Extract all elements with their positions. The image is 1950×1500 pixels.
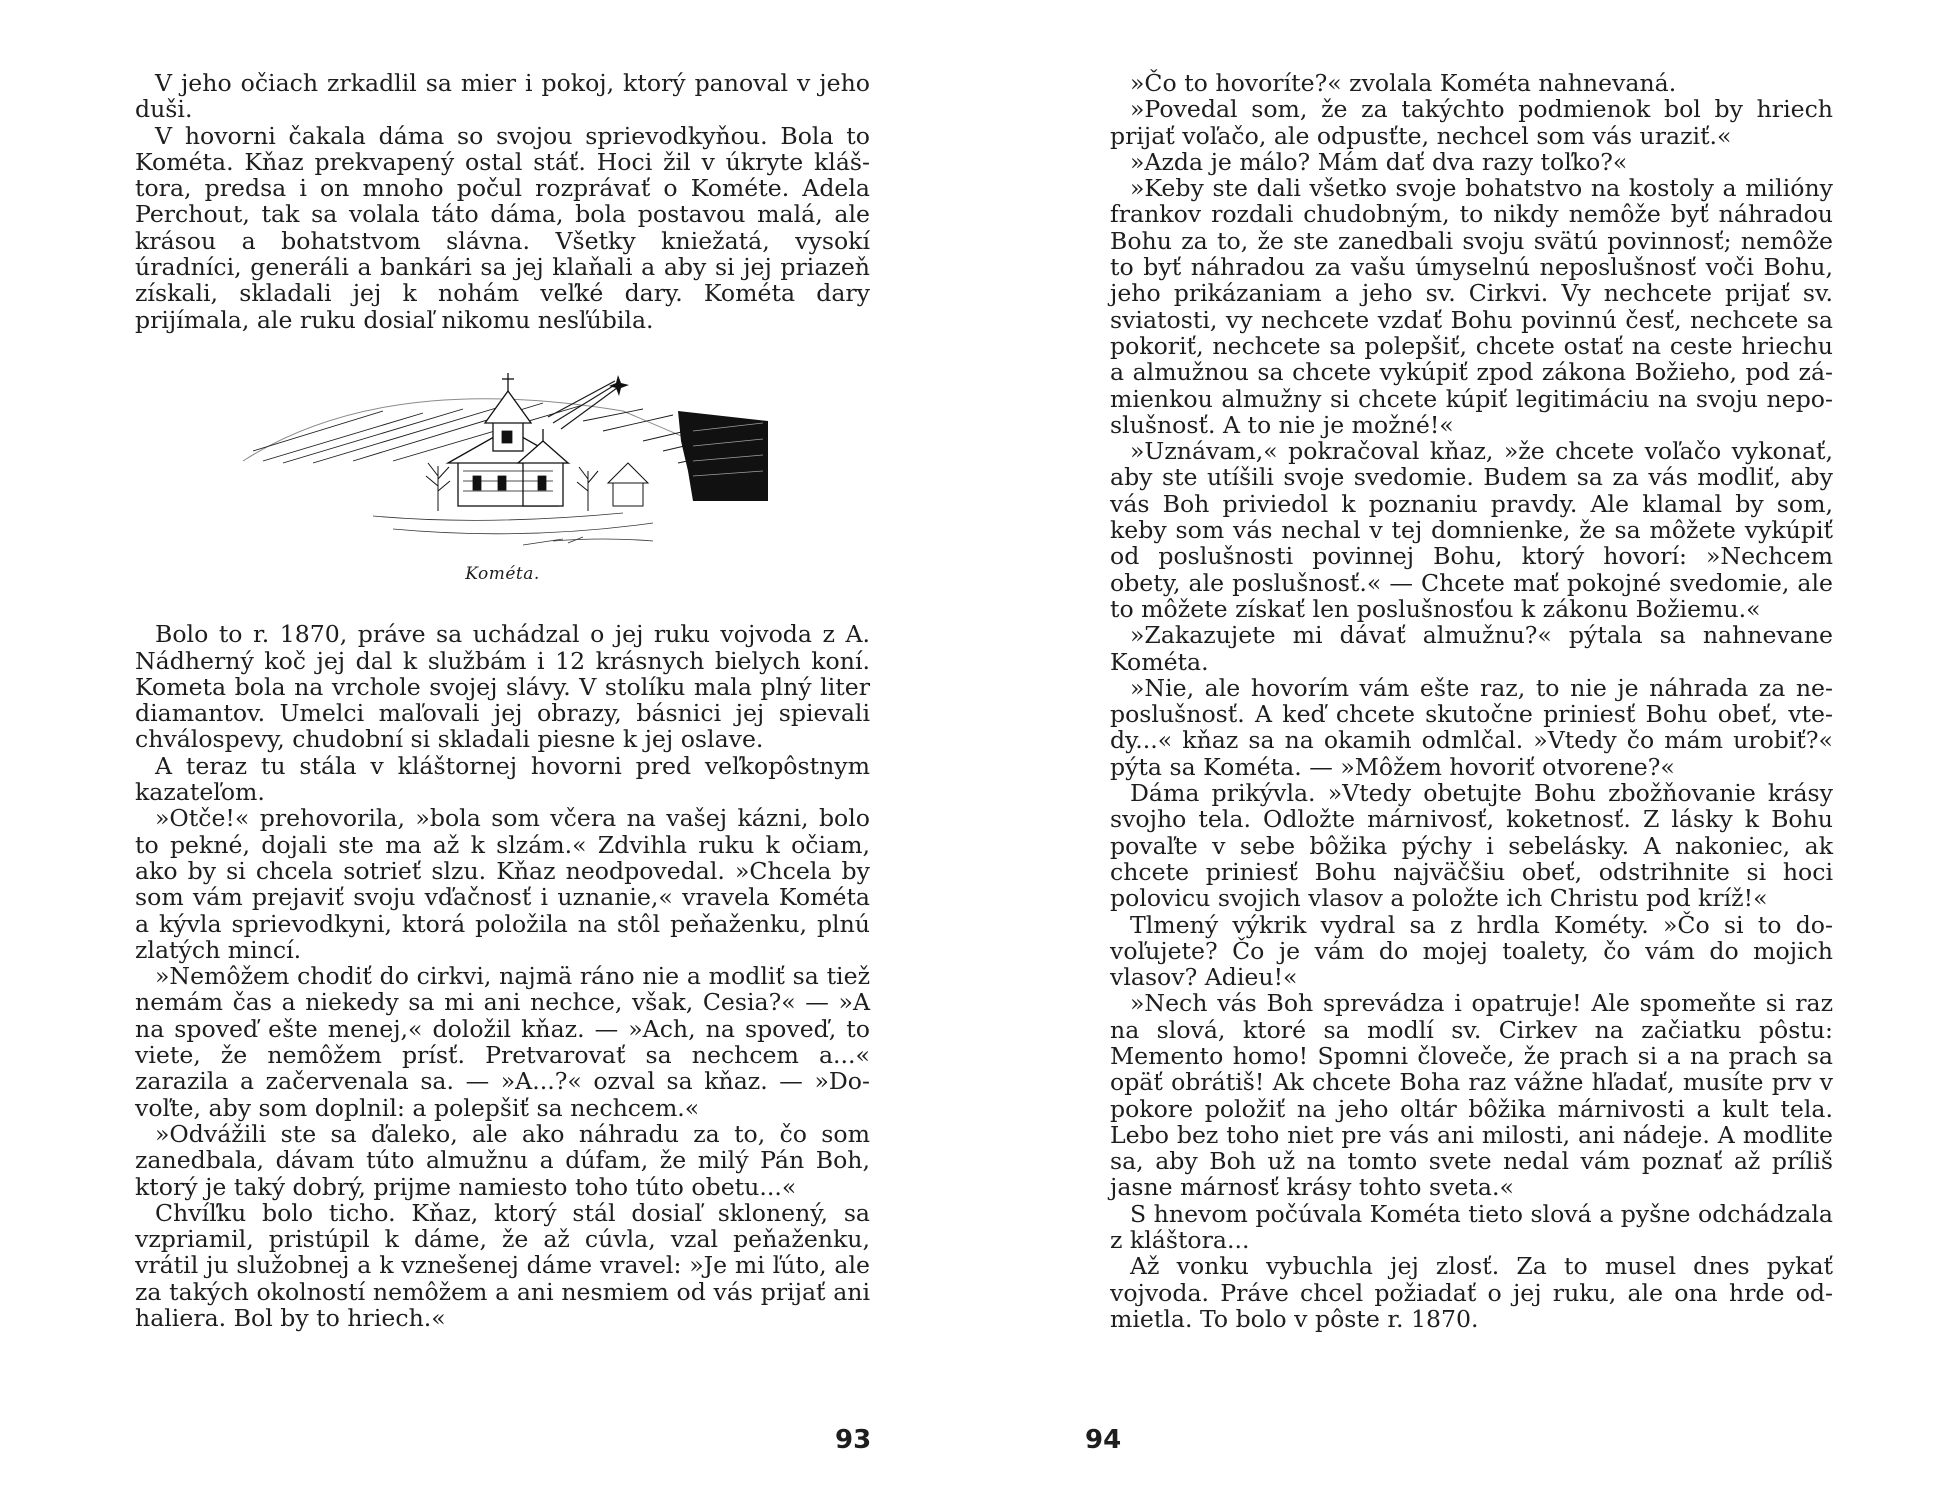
right-paragraph: »Zakazujete mi dávať almužnu?« pýtala sa nahnevane Kométa. bbox=[1110, 621, 1833, 676]
figure-caption: Kométa. bbox=[465, 563, 540, 584]
right-paragraph: S hnevom počúvala Kométa tieto slová a pyšne odchádzala z kláštora... bbox=[1110, 1199, 1833, 1255]
church-comet-engraving bbox=[223, 351, 783, 551]
left-text-column bbox=[135, 70, 870, 1331]
comet-illustration bbox=[135, 351, 870, 587]
left-paragraph: V hovorni čakala dáma so svojou sprievodkyňou. Bola to Kométa. Kňaz prekvapený ostal stáť. Hoci žil v úkryte kláštora, predsa i on mnoho počul rozprávať o Kométe. Adela Perchout, tak sa volala táto dáma, bola postavou malá, ale krásou a bohatstvom slávna. Všetky kniežatá, vysokí úradníci, generáli a bankári sa jej klaňali a aby si jej priazeň získali, skladali jej k nohám veľké dary. Kométa dary prijímala, ale ruku dosiaľ nikomu nesľúbila. bbox=[135, 121, 870, 334]
left-paragraph: Bolo to r. 1870, práve sa uchádzal o jej ruku vojvoda z A. Nádherný koč jej dal k službám i 12 krásnych bielych koní. Kometa bola na vrchole svojej slávy. V stolíku mala plný liter diamantov. Umelci maľovali jej obrazy, básnici jej spievali chválospevy, chudobní si skladali piesne k jej oslave. bbox=[135, 620, 870, 754]
left-paragraph: Chvíľku bolo ticho. Kňaz, ktorý stál dosiaľ sklonený, sa vzpriamil, pristúpil k dáme, že až cúvla, vzal peňaženku, vrátil ju služobnej a k vznešenej dáme vravel: »Je mi ľúto, ale za takých okolností nemôžem a ani nesmiem od vás prijať ani haliera. Bol by to hriech.« bbox=[135, 1198, 870, 1332]
right-paragraph: Dáma prikývla. »Vtedy obetujte Bohu zbožňovanie krásy svojho tela. Odložte márnivosť, koketnosť. Z lásky k Bohu povaľte v sebe bôžika pýchy i sebelásky. A nakoniec, ak chcete priniesť Bohu najväčšiu obeť, odstrihnite si hoci polovicu svojich vlasov a položte ich Christu pod kríž!« bbox=[1110, 779, 1833, 913]
right-paragraph: Tlmený výkrik vydral sa z hrdla Kométy. »Čo si to dovoľujete? Čo je vám do mojej toalety, čo vám do mojich vlasov? Adieu!« bbox=[1110, 910, 1833, 992]
right-paragraph: »Azda je málo? Mám dať dva razy toľko?« bbox=[1130, 147, 1628, 176]
right-paragraph: »Povedal som, že za takýchto podmienok bol by hriech prijať voľačo, ale odpusťte, nechcel som vás uraziť.« bbox=[1110, 95, 1833, 150]
left-paragraph: V jeho očiach zrkadlil sa mier i pokoj, ktorý panoval v jeho duši. bbox=[135, 69, 870, 124]
right-page bbox=[975, 0, 1950, 1500]
page-number-left: 93 bbox=[835, 1425, 872, 1455]
right-text-column bbox=[1110, 70, 1833, 1332]
left-paragraph: »Nemôžem chodiť do cirkvi, najmä ráno nie a modliť sa tiež nemám čas a niekedy sa mi ani nechce, však, Cesia?« — »A na spoveď ešte menej,« doložil kňaz. — »Ach, na spoveď, to viete, že nemôžem prísť. Pretvarovať sa nechcem a...« zarazila a začervenala sa. — »A...?« ozval sa kňaz. — »Dovoľte, aby som doplnil: a polepšiť sa nechcem.« bbox=[135, 962, 870, 1122]
right-paragraph: »Keby ste dali všetko svoje bohatstvo na kostoly a milióny frankov rozdali chudobným, to nikdy nemôže byť náhradou Bohu za to, že ste zanedbali svoju svätú povinnosť; nemôže to byť náhradou za vašu úmyselnú neposlušnosť voči Bohu, jeho prikázaniam a jeho sv. Cirkvi. Vy nechcete prijať sv. sviatosti, vy nechcete vzdať Bohu povinnú česť, nechcete sa pokoriť, nechcete sa polepšiť, chcete ostať na ceste hriechu a almužnou sa chcete vykúpiť zpod zákona Božieho, pod zámienkou almužny si chcete kúpiť legitimáciu na svoju neposlušnosť. A to nie je možné!« bbox=[1110, 174, 1833, 439]
right-paragraph: Až vonku vybuchla jej zlosť. Za to musel dnes pykať vojvoda. Práve chcel požiadať o jej ruku, ale ona hrde odmietla. To bolo v pôste r. 1870. bbox=[1110, 1252, 1833, 1333]
right-paragraph: »Nech vás Boh sprevádza i opatruje! Ale spomeňte si raz na slová, ktoré sa modlí sv. Cirkev na začiatku pôstu: Memento homo! Spomni človeče, že prach si a na prach sa opäť obrátiš! Ak chcete Boha raz vážne hľadať, musíte prv v pokore položiť na jeho oltár bôžika márnivosti a kult tela. Lebo bez toho niet pre vás ani milosti, ani nádeje. A modlite sa, aby Boh už na tomto svete nedal vám poznať až príliš jasne márnosť krásy tohto sveta.« bbox=[1110, 989, 1833, 1202]
page-number-right: 94 bbox=[1085, 1425, 1122, 1455]
right-paragraph: »Nie, ale hovorím vám ešte raz, to nie je náhrada za neposlušnosť. A keď chcete skutočne priniesť Bohu obeť, vtedy...« kňaz sa na okamih odmlčal. »Vtedy čo mám urobiť?« pýta sa Kométa. — »Môžem hovoriť otvorene?« bbox=[1110, 673, 1833, 781]
left-paragraph: A teraz tu stála v kláštornej hovorni pred veľkopôstnym kazateľom. bbox=[135, 751, 870, 807]
right-paragraph: »Uznávam,« pokračoval kňaz, »že chcete voľačo vykonať, aby ste utíšili svoje svedomie. Budem sa za vás modliť, aby vás Boh priviedol k poznaniu pravdy. Ale klamal by som, keby som vás nechal v tej domnienke, že sa môžete vykúpiť od poslušnosti povinnej Bohu, ktorý hovorí: »Nechcem obety, ale poslušnosť.« — Chcete mať pokojné svedomie, ale to môžete získať len poslušnosťou k zákonu Božiemu.« bbox=[1110, 437, 1833, 623]
right-paragraph: »Čo to hovoríte?« zvolala Kométa nahnevaná. bbox=[1130, 69, 1677, 97]
left-paragraph: »Otče!« prehovorila, »bola som včera na vašej kázni, bolo to pekné, dojali ste ma až k slzám.« Zdvihla ruku k očiam, ako by si chcela sotrieť slzu. Kňaz neodpovedal. »Chcela by som vám prejaviť svoju vďačnosť i uznanie,« vravela Kométa a kývla sprievodkyni, ktorá položila na stôl peňaženku, plnú zlatých mincí. bbox=[135, 804, 870, 964]
left-paragraph: »Odvážili ste sa ďaleko, ale ako náhradu za to, čo som zanedbala, dávam túto almužnu a dúfam, že milý Pán Boh, ktorý je taký dobrý, prijme namiesto toho túto obetu...« bbox=[135, 1119, 870, 1201]
